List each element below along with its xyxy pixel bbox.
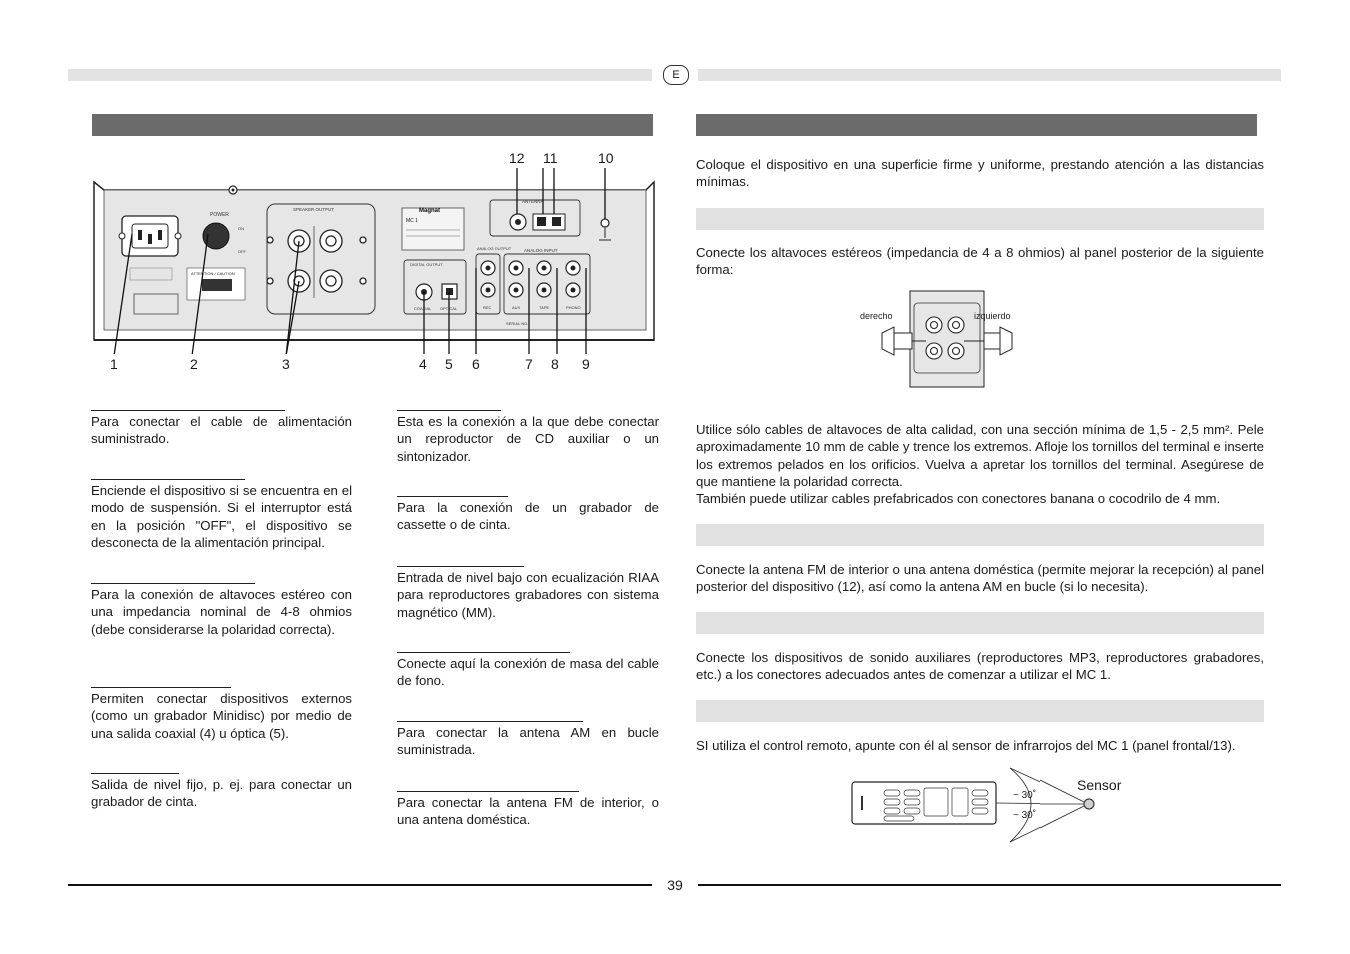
- cables-extra-text: También puede utilizar cables prefabricados con conectores banana o cocodrilo de 4 mm.: [696, 491, 1221, 506]
- aux-text: Conecte los dispositivos de sonido auxiliares (reproductores MP3, reproductores grabadores, etc.) a los conectores adecuados antes de comenzar a utilizar el MC 1.: [696, 650, 1264, 683]
- subhead-aux: [696, 612, 1264, 634]
- attention-label: ATTENTION / CAUTION: [191, 271, 235, 276]
- callout-7: 7: [525, 356, 533, 372]
- callout-9: 9: [582, 356, 590, 372]
- phono-label: PHONO: [566, 305, 581, 310]
- mid-heading-rule-1: [397, 410, 501, 411]
- callout-2: 2: [190, 356, 198, 372]
- page-number: 39: [667, 877, 683, 893]
- callout-5: 5: [445, 356, 453, 372]
- aux-label: AUX: [512, 305, 521, 310]
- mid-desc-3: Entrada de nivel bajo con ecualización RIAA para reproductores grabadores con sistema magnético (MM).: [397, 570, 659, 620]
- left-desc-4: Permiten conectar dispositivos externos (como un grabador Minidisc) por medio de una salida coaxial (4) u óptica (5).: [91, 691, 352, 741]
- callout-6: 6: [472, 356, 480, 372]
- speaker-output-label: SPEAKER OUTPUT: [293, 207, 335, 212]
- model-label: MC 1: [406, 218, 418, 224]
- callout-10: 10: [598, 150, 614, 166]
- left-heading-rule-5: [91, 773, 179, 774]
- mid-heading-rule-2: [397, 496, 508, 497]
- remote-sensor-diagram: [850, 766, 1040, 846]
- serial-label: SERIAL NO.: [506, 321, 529, 326]
- section-head-right: [696, 114, 1257, 136]
- footer-rule-right: [698, 884, 1281, 886]
- callout-12: 12: [509, 150, 525, 166]
- speakers-intro: Conecte los altavoces estéreos (impedancia de 4 a 8 ohmios) al panel posterior de la siguiente forma:: [696, 245, 1264, 278]
- subhead-antenna: [696, 524, 1264, 546]
- speaker-connection-diagram: [856, 289, 1026, 389]
- antenna-text: Conecte la antena FM de interior o una antena doméstica (permite mejorar la recepción) al panel posterior del dispositivo (12), así como la antena AM en bucle (si lo necesita).: [696, 562, 1264, 595]
- angle-bottom-label: ~ 30˚: [1013, 810, 1037, 821]
- sensor-label: Sensor: [1077, 777, 1122, 793]
- analog-input-label: ANALOG INPUT: [524, 248, 558, 253]
- antenna-label: ANTENNA: [522, 199, 544, 204]
- rec-label: REC: [483, 305, 492, 310]
- callout-1: 1: [110, 356, 118, 372]
- coaxial-label: COAXIAL: [414, 306, 432, 311]
- subhead-remote: [696, 700, 1264, 722]
- power-label: POWER: [210, 212, 229, 218]
- callout-4: 4: [419, 356, 427, 372]
- angle-top-label: ~ 30˚: [1013, 790, 1037, 801]
- callout-8: 8: [551, 356, 559, 372]
- remote-text: SI utiliza el control remoto, apunte con él al sensor de infrarrojos del MC 1 (panel frontal/13).: [696, 738, 1236, 753]
- section-head-left: [92, 114, 653, 136]
- left-heading-rule-3: [91, 583, 255, 584]
- on-label: ON: [238, 226, 244, 231]
- mid-desc-2: Para la conexión de un grabador de cassette o de cinta.: [397, 500, 659, 533]
- header-bar-right: [698, 69, 1281, 81]
- left-desc-1: Para conectar el cable de alimentación suministrado.: [91, 414, 352, 447]
- left-desc-3: Para la conexión de altavoces estéreo con una impedancia nominal de 4-8 ohmios (debe considerarse la polaridad correcta).: [91, 587, 352, 637]
- mid-heading-rule-4: [397, 652, 570, 653]
- digital-output-label: DIGITAL OUTPUT: [410, 262, 443, 267]
- left-desc-2: Enciende el dispositivo si se encuentra en el modo de suspensión. Si el interruptor está en la posición "OFF", el dispositivo se desconecta de la alimentación principal.: [91, 483, 352, 550]
- placement-intro: Coloque el dispositivo en una superficie firme y uniforme, prestando atención a las distancias mínimas.: [696, 157, 1264, 190]
- mid-heading-rule-5: [397, 721, 583, 722]
- mid-desc-4: Conecte aquí la conexión de masa del cable de fono.: [397, 656, 659, 689]
- diagram-label-left: izquierdo: [974, 311, 1011, 321]
- off-label: OFF: [238, 249, 246, 254]
- mid-heading-rule-6: [397, 791, 579, 792]
- mid-heading-rule-3: [397, 566, 524, 567]
- left-desc-5: Salida de nivel fijo, p. ej. para conectar un grabador de cinta.: [91, 777, 352, 810]
- mid-desc-6: Para conectar la antena FM de interior, o una antena doméstica.: [397, 795, 659, 828]
- diagram-label-right: derecho: [860, 311, 893, 321]
- mid-desc-1: Esta es la conexión a la que debe conectar un reproductor de CD auxiliar o un sintonizador.: [397, 414, 659, 464]
- callout-3: 3: [282, 356, 290, 372]
- optical-label: OPTICAL: [440, 306, 458, 311]
- analog-output-label: ANALOG OUTPUT: [477, 246, 512, 251]
- left-heading-rule-2: [91, 479, 245, 480]
- rear-panel-diagram: [92, 168, 658, 354]
- language-badge: E: [663, 65, 689, 85]
- subhead-speakers: [696, 208, 1264, 230]
- header-bar-left: [68, 69, 652, 81]
- footer-rule-left: [68, 884, 652, 886]
- left-heading-rule-4: [91, 687, 231, 688]
- left-heading-rule-1: [91, 410, 285, 411]
- brand-label: Magnat: [419, 208, 440, 214]
- callout-11: 11: [543, 150, 558, 166]
- cables-text: Utilice sólo cables de altavoces de alta calidad, con una sección mínima de 1,5 - 2,5 mm². Pele aproximadamente 10 mm de cable y trence los extremos. Afloje los tornillos del terminal e inserte los extremos pelados en los orificios. Vuelva a apretar los tornillos del terminal. Asegúrese de que mantiene la polaridad correcta.: [696, 422, 1264, 489]
- mid-desc-5: Para conectar la antena AM en bucle suministrada.: [397, 725, 659, 758]
- tape-label: TAPE: [539, 305, 550, 310]
